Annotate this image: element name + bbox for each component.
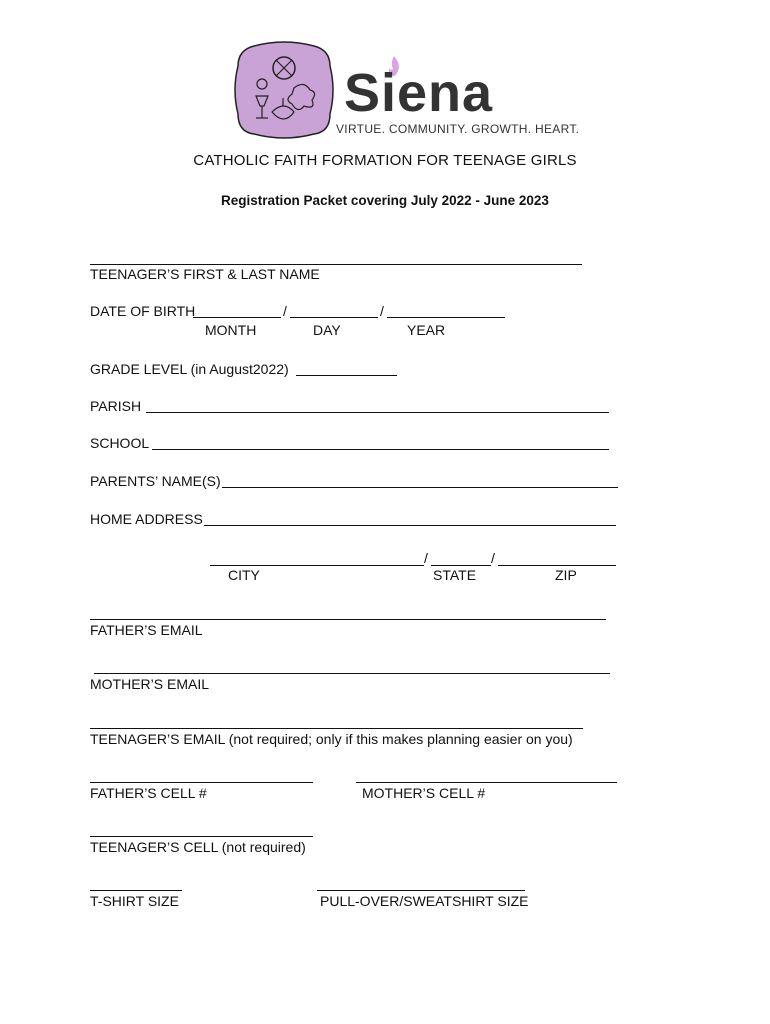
city-label: CITY bbox=[228, 567, 260, 583]
dob-month-label: MONTH bbox=[205, 322, 257, 338]
page-title: CATHOLIC FAITH FORMATION FOR TEENAGE GIRLS bbox=[193, 152, 577, 169]
zip-field[interactable] bbox=[498, 565, 616, 566]
state-field[interactable] bbox=[431, 565, 491, 566]
address-field[interactable] bbox=[204, 525, 616, 526]
teen-email-field[interactable] bbox=[90, 728, 583, 729]
dob-month-field[interactable] bbox=[193, 317, 281, 318]
father-email-field[interactable] bbox=[90, 619, 606, 620]
school-label: SCHOOL bbox=[90, 435, 150, 451]
brand-name: Siena bbox=[344, 63, 494, 123]
city-state-slash: / bbox=[424, 550, 428, 566]
page-subtitle: Registration Packet covering July 2022 - June 2023 bbox=[221, 193, 549, 208]
city-field[interactable] bbox=[210, 565, 424, 566]
dob-label: DATE OF BIRTH bbox=[90, 303, 196, 319]
dob-day-label: DAY bbox=[313, 322, 341, 338]
mother-email-field[interactable] bbox=[94, 673, 610, 674]
mother-cell-label: MOTHER’S CELL # bbox=[362, 785, 486, 801]
tshirt-size-field[interactable] bbox=[90, 890, 182, 891]
parents-field[interactable] bbox=[222, 487, 618, 488]
dob-slash-1: / bbox=[283, 303, 287, 319]
mother-cell-field[interactable] bbox=[356, 782, 617, 783]
dob-day-field[interactable] bbox=[290, 317, 378, 318]
teen-name-label: TEENAGER’S FIRST & LAST NAME bbox=[90, 266, 320, 282]
dob-year-label: YEAR bbox=[407, 322, 446, 338]
school-field[interactable] bbox=[152, 449, 609, 450]
dob-slash-2: / bbox=[380, 303, 384, 319]
logo bbox=[232, 40, 580, 140]
parish-label: PARISH bbox=[90, 398, 142, 414]
father-email-label: FATHER’S EMAIL bbox=[90, 622, 203, 638]
parents-label: PARENTS’ NAME(S) bbox=[90, 473, 221, 489]
pullover-size-field[interactable] bbox=[317, 890, 525, 891]
grade-field[interactable] bbox=[296, 375, 397, 376]
logo-badge-icon bbox=[232, 40, 336, 140]
teen-cell-field[interactable] bbox=[90, 836, 313, 837]
mother-email-label: MOTHER’S EMAIL bbox=[90, 676, 210, 692]
father-cell-field[interactable] bbox=[90, 782, 313, 783]
father-cell-label: FATHER’S CELL # bbox=[90, 785, 207, 801]
address-label: HOME ADDRESS bbox=[90, 511, 203, 527]
state-label: STATE bbox=[433, 567, 477, 583]
zip-label: ZIP bbox=[555, 567, 577, 583]
tshirt-size-label: T-SHIRT SIZE bbox=[90, 893, 179, 909]
pullover-size-label: PULL-OVER/SWEATSHIRT SIZE bbox=[320, 893, 529, 909]
state-zip-slash: / bbox=[491, 550, 495, 566]
grade-label: GRADE LEVEL (in August2022) bbox=[90, 361, 289, 377]
parish-field[interactable] bbox=[146, 412, 609, 413]
brand-tagline: VIRTUE. COMMUNITY. GROWTH. HEART. bbox=[336, 122, 580, 136]
teen-name-field[interactable] bbox=[90, 264, 582, 265]
teen-email-label: TEENAGER’S EMAIL (not required; only if this makes planning easier on you) bbox=[90, 731, 573, 747]
dob-year-field[interactable] bbox=[387, 317, 505, 318]
teen-cell-label: TEENAGER’S CELL (not required) bbox=[90, 839, 306, 855]
